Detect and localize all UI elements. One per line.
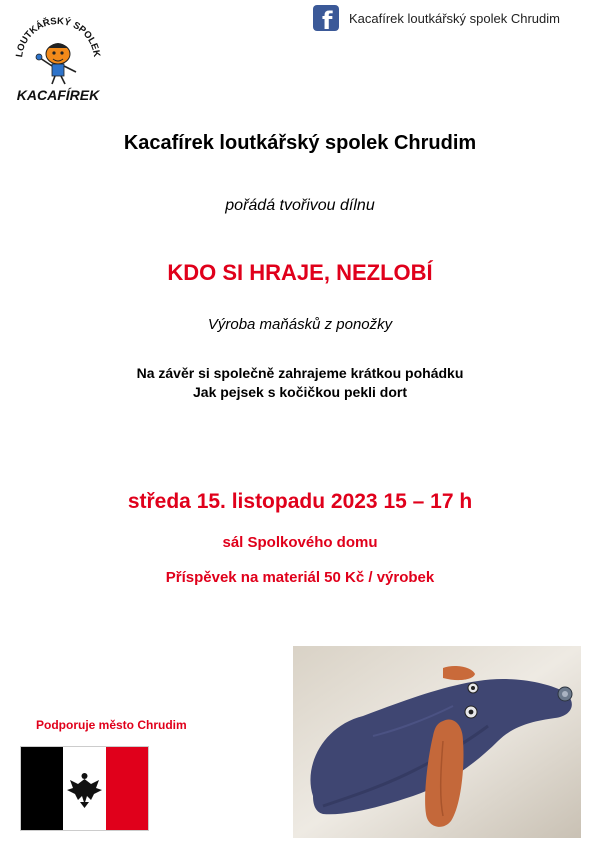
sock-puppet-photo [293,646,581,838]
workshop-description: Výroba maňásků z ponožky [207,316,393,333]
event-title: KDO SI HRAJE, NEZLOBÍ [167,260,433,285]
organizer-title: Kacafírek loutkářský spolek Chrudim [123,132,477,154]
description-line-2: Jak pejsek s kočičkou pekli dort [193,384,407,400]
sponsor-label: Podporuje město Chrudim [36,718,187,732]
chrudim-flag [20,746,149,831]
kacafirek-logo [8,8,108,108]
event-date-time: středa 15. listopadu 2023 15 – 17 h [127,490,473,513]
facebook-icon: f [313,5,339,31]
facebook-link[interactable] [313,4,560,35]
facebook-label: Kacafírek loutkářský spolek Chrudim [349,10,560,26]
event-venue: sál Spolkového domu [222,534,378,551]
description-line-1: Na závěr si společně zahrajeme krátkou pohádku [136,365,464,381]
subtitle: pořádá tvořivou dílnu [225,197,375,214]
svg-text:KACAFÍREK: KACAFÍREK [16,87,100,103]
svg-text:LOUTKÁŘSKÝ SPOLEK: LOUTKÁŘSKÝ SPOLEK [14,15,102,58]
event-fee: Příspěvek na materiál 50 Kč / výrobek [165,569,435,586]
